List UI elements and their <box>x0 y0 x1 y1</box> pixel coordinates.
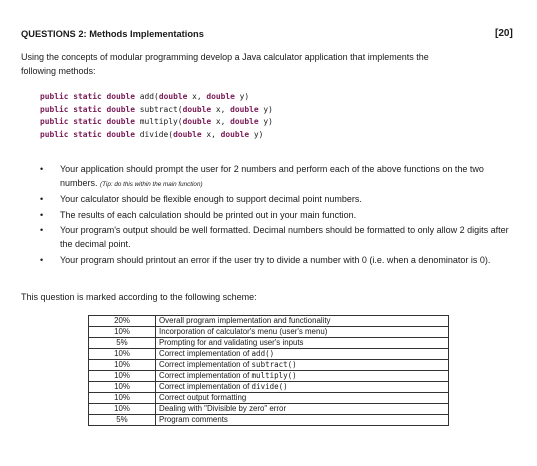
tip-note: (Tip: do this within the main function) <box>100 180 203 188</box>
table-row: 10% Correct output formatting <box>89 393 449 404</box>
table-row: 5% Prompting for and validating user's inputs <box>89 338 449 349</box>
table-row: 10% Correct implementation of add() <box>89 349 449 360</box>
bullet-icon: • <box>40 254 44 265</box>
requirement-item: • Your calculator should be flexible enough to support decimal point numbers. <box>40 193 516 207</box>
marks-label: [20] <box>495 28 513 39</box>
method-signature: public static double divide(double x, double y) <box>40 129 264 139</box>
table-row: 10% Dealing with "Divisible by zero" error <box>89 404 449 415</box>
bullet-icon: • <box>40 209 44 220</box>
method-signatures <box>40 91 273 141</box>
question-heading: QUESTIONS 2: Methods Implementations <box>21 29 204 39</box>
table-row: 10% Correct implementation of subtract() <box>89 360 449 371</box>
method-signature: public static double subtract(double x, double y) <box>40 104 273 114</box>
requirements-list <box>40 163 516 269</box>
bullet-icon: • <box>40 225 44 236</box>
table-row: 5% Program comments <box>89 415 449 426</box>
intro-paragraph <box>21 50 501 78</box>
table-row: 10% Correct implementation of divide() <box>89 382 449 393</box>
intro-line-1: Using the concepts of modular programming develop a Java calculator application that implements the <box>21 52 429 62</box>
table-row: 10% Correct implementation of multiply() <box>89 371 449 382</box>
table-row: 10% Incorporation of calculator's menu (user's menu) <box>89 327 449 338</box>
method-signature: public static double multiply(double x, double y) <box>40 117 273 126</box>
bullet-icon: • <box>40 194 44 205</box>
requirement-item: • Your program's output should be well formatted. Decimal numbers should be formatted to only allow 2 digits after the decimal point. <box>40 225 509 249</box>
requirement-item: • The results of each calculation should be printed out in your main function. <box>40 209 516 223</box>
intro-line-2: following methods: <box>21 66 96 76</box>
marking-scheme-table <box>88 315 449 426</box>
table-row: 20% Overall program implementation and functionality <box>89 316 449 327</box>
scheme-intro: This question is marked according to the following scheme: <box>21 292 257 302</box>
bullet-icon: • <box>40 164 44 174</box>
method-signature: public static double add(double x, double y) <box>40 92 250 101</box>
requirement-item: • Your application should prompt the user for 2 numbers and perform each of the above functions on the two numbers. (Tip: do this within the main function) <box>40 164 484 188</box>
requirement-item: • Your program should printout an error if the user try to divide a number with 0 (i.e. when a denominator is 0). <box>40 254 516 268</box>
